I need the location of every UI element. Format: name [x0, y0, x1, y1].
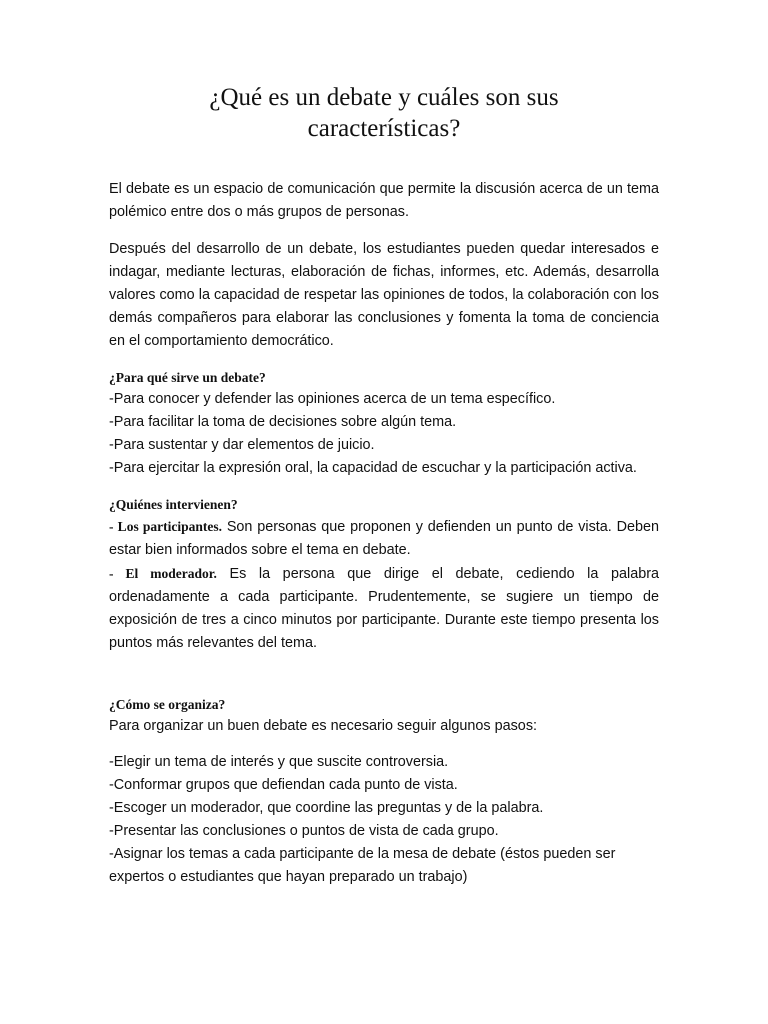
- list-item: -Asignar los temas a cada participante de la mesa de debate (éstos pueden ser expertos o estudiantes que hayan preparado un trabajo): [109, 846, 616, 885]
- moderador-paragraph: [109, 562, 659, 655]
- list-item: -Presentar las conclusiones o puntos de vista de cada grupo.: [109, 823, 499, 839]
- spacer: [109, 738, 659, 751]
- participantes-text: Son personas que proponen y defienden un punto de vista. Deben estar bien informados sobre el tema en debate.: [109, 519, 660, 558]
- spacer: [109, 669, 659, 694]
- page-title: [109, 82, 659, 144]
- list-item: -Para ejercitar la expresión oral, la capacidad de escuchar y la participación activa.: [109, 460, 637, 476]
- intro-paragraph-2: Después del desarrollo de un debate, los estudiantes pueden quedar interesados e indagar, mediante lecturas, elaboración de fichas, informes, etc. Además, desarrolla valores como la capacidad de respetar las opiniones de todos, la colaboración con los demás compañeros para elaborar las conclusiones y fomenta la toma de conciencia en el comportamiento democrático.: [109, 241, 659, 349]
- participantes-paragraph: [109, 515, 659, 562]
- title-line-2: características?: [307, 115, 461, 142]
- section-para-que: [109, 367, 659, 480]
- como-intro: Para organizar un buen debate es necesario seguir algunos pasos:: [109, 718, 538, 734]
- section-como: [109, 694, 659, 889]
- section-heading-para-que: ¿Para qué sirve un debate?: [109, 370, 266, 385]
- list-item: -Para facilitar la toma de decisiones sobre algún tema.: [109, 414, 457, 430]
- title-line-1: ¿Qué es un debate y cuáles son sus: [209, 84, 559, 111]
- list-item: -Para sustentar y dar elementos de juicio.: [109, 437, 375, 453]
- section-heading-como: ¿Cómo se organiza?: [109, 697, 226, 712]
- list-item: -Escoger un moderador, que coordine las preguntas y de la palabra.: [109, 800, 544, 816]
- moderador-text: Es la persona que dirige el debate, cediendo la palabra ordenadamente a cada participante. Prudentemente, se sugiere un tiempo de exposición de tres a cinco minutos por participante. Durante este tiempo presenta los puntos más relevantes del tema.: [109, 566, 659, 651]
- moderador-label: - El moderador.: [109, 566, 217, 581]
- section-heading-quienes: ¿Quiénes intervienen?: [109, 497, 238, 512]
- list-item: -Conformar grupos que defiendan cada punto de vista.: [109, 777, 458, 793]
- section-quienes: [109, 494, 659, 655]
- list-item: -Elegir un tema de interés y que suscite controversia.: [109, 754, 449, 770]
- document-page: [109, 82, 659, 889]
- list-item: -Para conocer y defender las opiniones acerca de un tema específico.: [109, 391, 556, 407]
- intro-paragraph-1: El debate es un espacio de comunicación que permite la discusión acerca de un tema polémico entre dos o más grupos de personas.: [109, 181, 659, 220]
- participantes-label: - Los participantes.: [109, 519, 223, 534]
